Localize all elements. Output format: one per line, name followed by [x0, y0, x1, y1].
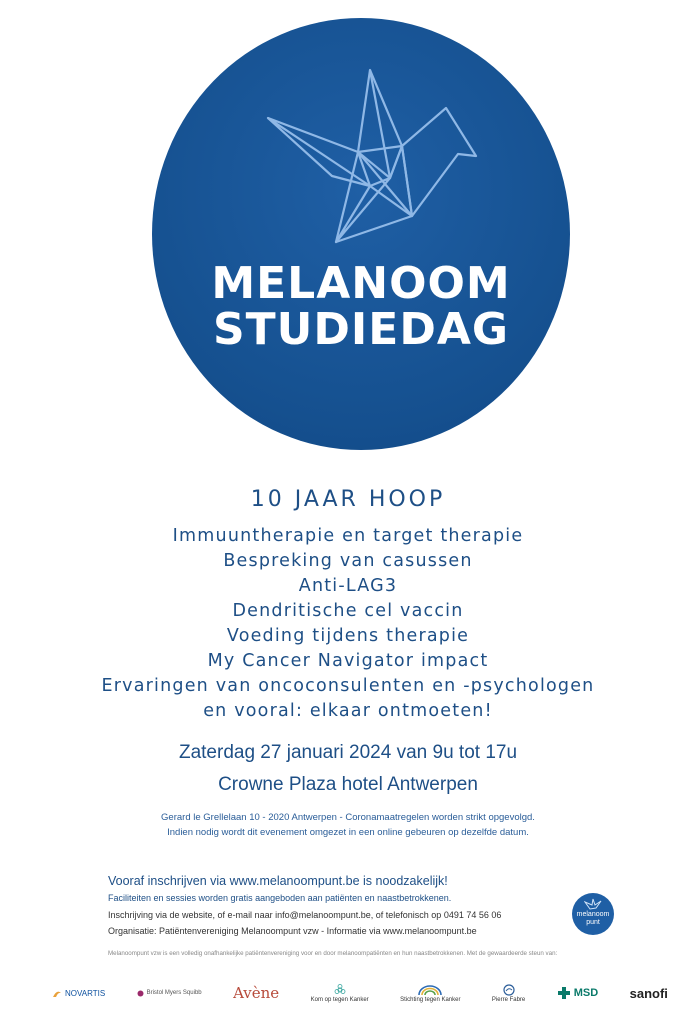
free-note: Faciliteiten en sessies worden gratis aangeboden aan patiënten en naastbetrokkenen.	[108, 893, 452, 903]
topic-item: Anti-LAG3	[298, 576, 398, 596]
sponsor-novartis-name: NOVARTIS	[65, 988, 106, 998]
event-date: Zaterdag 27 januari 2024 van 9u tot 17u	[178, 742, 518, 763]
sponsor-kom-name: Kom op tegen Kanker	[310, 996, 369, 1003]
contact-info: Inschrijving via de website, of e-mail naar info@melanoompunt.be, of telefonisch op 0491 74 56 06	[108, 910, 502, 920]
sponsor-msd	[557, 986, 598, 1000]
novartis-flame-icon	[52, 988, 62, 998]
bms-mark-icon	[137, 990, 144, 997]
subtitle: 10 JAAR HOOP	[250, 487, 446, 512]
sponsor-msd-name: MSD	[573, 987, 599, 999]
kom-op-flower-icon	[333, 984, 347, 996]
topic-item: Bespreking van casussen	[223, 551, 473, 571]
melanoompunt-logo	[572, 893, 614, 935]
topic-item: Dendritische cel vaccin	[232, 601, 464, 621]
topic-item: Ervaringen van oncoconsulenten en -psychologen	[101, 676, 595, 696]
registration-heading: Vooraf inschrijven via www.melanoompunt.be is noodzakelijk!	[108, 874, 448, 888]
sponsor-stichting-tegen-kanker	[400, 984, 460, 1003]
event-venue: Crowne Plaza hotel Antwerpen	[218, 774, 478, 795]
stichting-rainbow-icon	[417, 984, 443, 996]
logo-text-2: punt	[586, 919, 600, 926]
topic-item: Immuuntherapie en target therapie	[172, 526, 524, 546]
pierre-fabre-globe-icon	[503, 984, 515, 996]
sponsor-strip	[52, 978, 668, 1008]
disclaimer: Melanoompunt vzw is een volledig onafhankelijke patiëntenvereniging voor en door melanoompatiënten en hun naastbetrokkenen. Met de gewaardeerde steun van:	[108, 950, 558, 957]
sponsor-pierre-fabre	[492, 984, 525, 1003]
topic-item: Voeding tijdens therapie	[226, 626, 470, 646]
sponsor-sanofi-name: sanofi	[629, 985, 668, 1001]
logo-text-1: melanoom	[576, 911, 610, 918]
sponsor-stichting-name: Stichting tegen Kanker	[400, 996, 461, 1003]
sponsor-avene	[233, 984, 279, 1002]
crane-logo-icon	[584, 898, 602, 910]
sponsor-sanofi	[630, 986, 668, 1001]
msd-cross-icon	[557, 986, 571, 1000]
sponsor-kom-op-tegen-kanker	[311, 984, 369, 1003]
origami-crane-icon	[262, 66, 482, 246]
topic-list	[0, 524, 696, 724]
sponsor-avene-name: Avène	[233, 984, 280, 1002]
sponsor-bms-name: Bristol Myers Squibb	[146, 990, 202, 996]
title-line-2: STUDIEDAG	[212, 304, 510, 355]
topic-item: en vooral: elkaar ontmoeten!	[203, 701, 493, 721]
address-note: Gerard le Grellelaan 10 - 2020 Antwerpen - Coronamaatregelen worden strikt opgevolgd.	[161, 812, 535, 823]
organiser-info: Organisatie: Patiëntenvereniging Melanoompunt vzw - Informatie via www.melanoompunt.be	[108, 926, 477, 936]
online-note: Indien nodig wordt dit evenement omgezet in een online gebeuren op dezelfde datum.	[167, 827, 529, 838]
sponsor-bms	[137, 990, 202, 997]
sponsor-novartis	[52, 988, 105, 998]
sponsor-pierre-name: Pierre Fabre	[491, 996, 526, 1003]
title-line-1: MELANOOM	[211, 258, 511, 309]
topic-item: My Cancer Navigator impact	[207, 651, 489, 671]
